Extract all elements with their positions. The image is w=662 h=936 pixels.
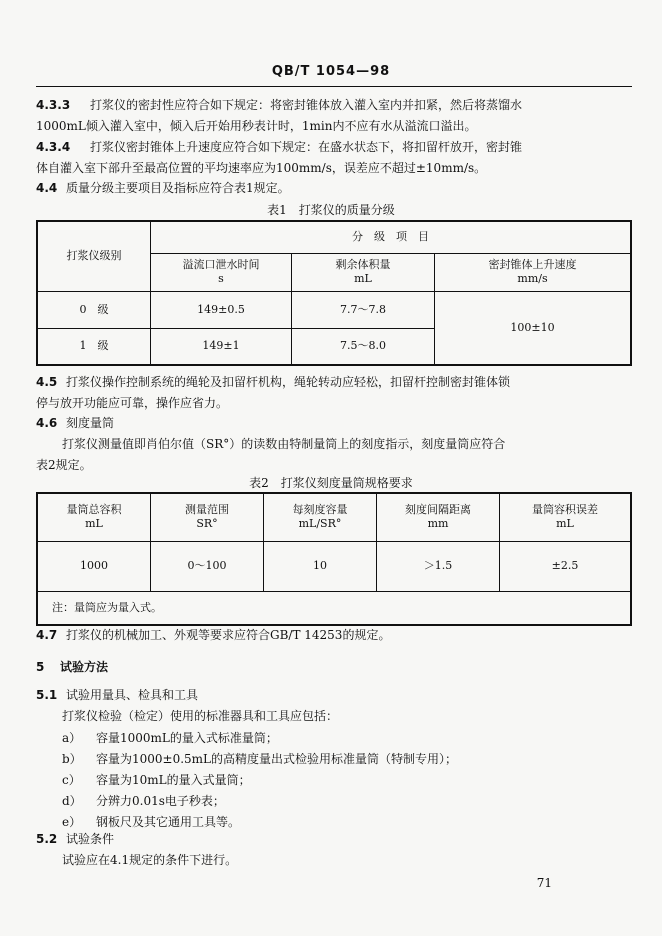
col-header-per-scale: 每刻度容量 mL/SR° (264, 493, 377, 541)
clause-4-5: 4.5 打浆仪操作控制系统的绳轮及扣留杆机构，绳轮转动应轻松，扣留杆控制密封锥体锁 (36, 375, 511, 389)
clause-4-4: 4.4 质量分级主要项目及指标应符合表1规定。 (36, 181, 290, 195)
clause-4-6-cont: 表2规定。 (36, 458, 92, 472)
clause-5-1-intro: 打浆仪检验（检定）使用的标准器具和工具应包括： (62, 709, 339, 723)
clause-4-6: 4.6 刻度量筒 (36, 416, 115, 430)
clause-4-6-text: 打浆仪测量值即肖伯尔值（SR°）的读数由特制量筒上的刻度指示，刻度量筒应符合 (62, 437, 506, 451)
col-header-speed: 密封锥体上升速度 mm/s (435, 253, 632, 291)
section-5-heading: 5 试验方法 (36, 660, 109, 674)
col-header-time: 溢流口泄水时间 s (151, 253, 292, 291)
clause-4-5-cont: 停与放开功能应可靠，操作应省力。 (36, 396, 229, 410)
clause-4-3-3-cont: 1000mL倾入灌入室中，倾入后开始用秒表计时，1min内不应有水从溢流口溢出。 (36, 119, 477, 133)
col-header-error: 量筒容积误差 mL (500, 493, 632, 541)
table-row: 1 级 149±1 7.5～8.0 (37, 328, 631, 365)
table1-caption: 表1 打浆仪的质量分级 (267, 203, 395, 217)
clause-4-7: 4.7 打浆仪的机械加工、外观等要求应符合GB/T 14253的规定。 (36, 628, 391, 642)
page-header: QB/T 1054—98 (271, 64, 391, 79)
list-item: a） 容量1000mL的量入式标准量筒； (62, 731, 278, 745)
page-number: 71 (536, 876, 552, 890)
table-row: 1000 0～100 10 ＞1.5 ±2.5 (37, 541, 631, 591)
list-item: d） 分辨力0.01s电子秒表； (62, 794, 225, 808)
list-item: e） 钢板尺及其它通用工具等。 (62, 815, 241, 829)
table2-note: 注：量筒应为量入式。 (37, 591, 631, 625)
clause-4-3-4-cont: 体自灌入室下部升至最高位置的平均速率应为100mm/s，误差应不超过±10mm/s。 (36, 161, 487, 175)
grade-header: 打浆仪级别 (37, 221, 151, 291)
clause-4-3-3: 4.3.3 打浆仪的密封性应符合如下规定：将密封锥体放入灌入室内并扣紧，然后将蒸馏水 (36, 98, 523, 112)
clause-4-3-4: 4.3.4 打浆仪密封锥体上升速度应符合如下规定：在盛水状态下，将扣留杆放开，密封锥 (36, 140, 523, 154)
col-header-volume: 剩余体积量 mL (292, 253, 435, 291)
header-rule (36, 86, 632, 87)
col-header-range: 测量范围 SR° (151, 493, 264, 541)
col-header-interval: 刻度间隔距离 mm (377, 493, 500, 541)
table2-caption: 表2 打浆仪刻度量筒规格要求 (249, 476, 413, 490)
table-row: 0 级 149±0.5 7.7～7.8 100±10 (37, 291, 631, 328)
group-header: 分 级 项 目 (151, 221, 632, 253)
clause-5-1: 5.1 试验用量具、检具和工具 (36, 688, 199, 702)
cylinder-spec-table (36, 492, 632, 626)
speed-value: 100±10 (435, 291, 632, 365)
list-item: b） 容量为1000±0.5mL的高精度量出式检验用标准量筒（特制专用）； (62, 752, 458, 766)
quality-grade-table (36, 220, 632, 366)
col-header-capacity: 量筒总容积 mL (37, 493, 151, 541)
clause-5-2-text: 试验应在4.1规定的条件下进行。 (62, 853, 238, 867)
list-item: c） 容量为10mL的量入式量筒； (62, 773, 251, 787)
clause-5-2: 5.2 试验条件 (36, 832, 115, 846)
